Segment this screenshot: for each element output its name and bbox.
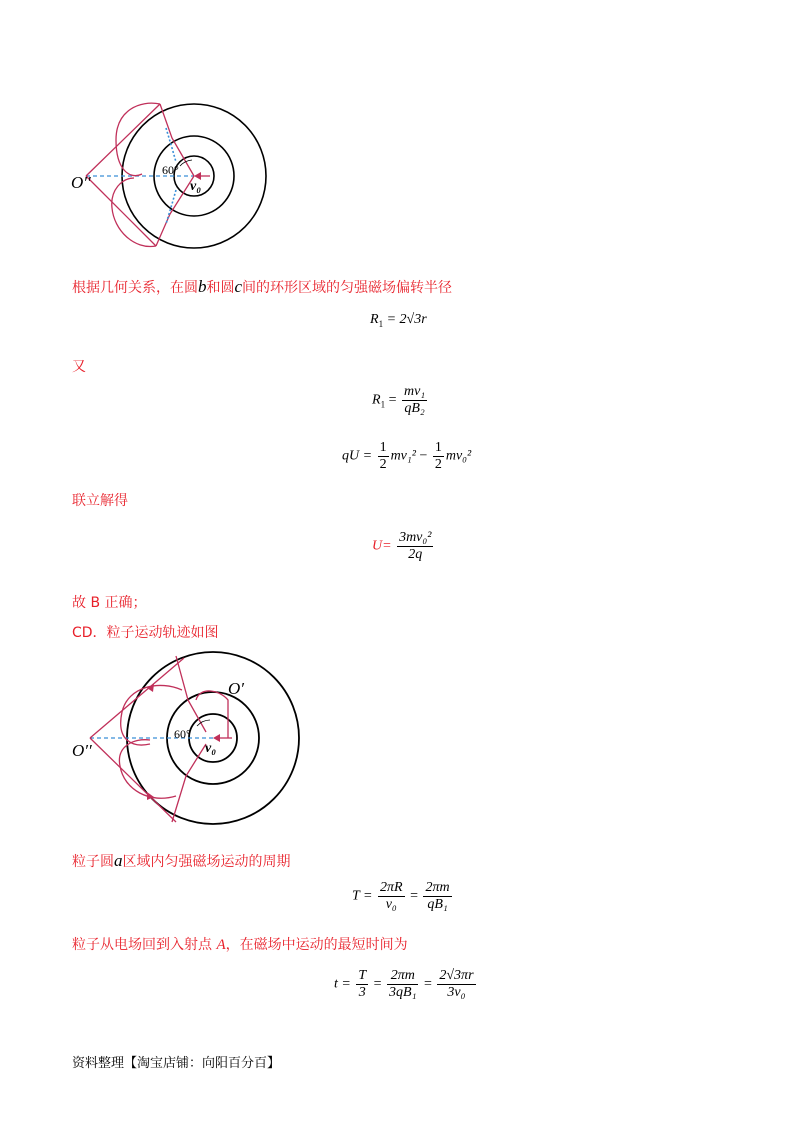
para-solve: 联立解得 (72, 493, 128, 509)
eq-r1-2-den: qB₂ (404, 401, 425, 416)
eq-t2-frac3 (437, 968, 475, 1001)
var-c: c (234, 277, 243, 296)
eq-t2-f2-num: 2πm (387, 968, 418, 985)
track-line-lower (86, 176, 156, 246)
eq-qu-minus: − (419, 448, 428, 464)
diagram-bottom (60, 648, 310, 833)
eq-t2-lhs: t = (334, 976, 351, 992)
eq-qu-t2-den: 2 (434, 457, 442, 472)
eq-t-f2-den: qB₁ (427, 897, 448, 912)
eq-t2-f3-den: 3v₀ (447, 985, 466, 1000)
eq-time (334, 968, 478, 1001)
eq-r1-2-lhs-sub: 1 (380, 399, 386, 410)
eq-r1-2-lhs: R (372, 392, 381, 408)
arc-lower (112, 178, 156, 247)
para-shortest-pre: 粒子从电场回到入射点 (72, 937, 217, 953)
label-o-prime: O′ (228, 679, 244, 698)
label-o-double-prime-2: O′′ (72, 741, 92, 760)
eq-t-equals: = (410, 888, 418, 904)
eq-t-f1-den: v₀ (385, 897, 397, 912)
track-line-lower-2 (90, 738, 176, 822)
para-also: 又 (72, 359, 86, 375)
eq-r1-2-num: mv₁ (403, 384, 426, 399)
label-angle: 60° (162, 163, 179, 177)
eq-qu-frac2 (433, 440, 444, 473)
eq-qu-t2-num: 1 (434, 440, 442, 455)
var-A: A (216, 937, 226, 953)
eq-r1-lhs: R (370, 312, 379, 327)
eq-t2-f1-num: T (358, 968, 367, 983)
eq-r1-radius (370, 312, 427, 329)
eq-t2-f3-num: 2√3πr (439, 968, 474, 983)
eq-t-f2-num: 2πm (425, 880, 450, 895)
para-geometry-pre: 根据几何关系，在圆 (72, 280, 198, 296)
eq-u-num: 3mv₀² (399, 530, 432, 545)
eq-qu-frac1 (378, 440, 389, 473)
eq-r1-ratio: $R_1$ = $\frac{\text{mv₁}}{\text{qB₂}}$ (372, 384, 426, 416)
para-cd: CD．粒子运动轨迹如图 (72, 625, 219, 641)
eq-t-frac2 (423, 880, 451, 913)
eq-t2-frac1 (356, 968, 368, 1001)
label-v0-2: v₀ (205, 741, 217, 756)
var-b: b (198, 277, 207, 296)
eq-r1-rhs: = 2√3r (386, 312, 427, 327)
eq-t2-f1-den: 3 (358, 985, 366, 1000)
diagram-top (60, 88, 290, 268)
eq-u-frac (397, 530, 433, 563)
para-geometry (72, 278, 452, 297)
eq-voltage (372, 530, 435, 563)
para-b-correct: 故 B 正确； (72, 595, 147, 611)
para-geometry-mid: 和圆 (206, 280, 235, 296)
eq-r1-2-frac (402, 384, 427, 417)
angle-arc-2 (197, 720, 210, 726)
eq-qu-t1-den: 2 (379, 457, 387, 472)
eq-t-lhs: T = (352, 888, 373, 904)
eq-t2-frac2 (387, 968, 418, 1001)
eq-qu-t1-tail: mv₁² (390, 448, 416, 464)
eq-t2-equals2: = (423, 976, 432, 992)
para-shortest-post: ，在磁场中运动的最短时间为 (225, 937, 408, 953)
eq-t2-f2-den: 3qB₁ (389, 985, 417, 1000)
eq-t-frac1 (378, 880, 405, 913)
eq-u-lhs: U= (372, 538, 392, 554)
para-geometry-post: 间的环形区域的匀强磁场偏转半径 (242, 280, 453, 296)
var-a: a (114, 851, 123, 870)
label-v0: v₀ (190, 179, 202, 194)
track-line-upper-2 (90, 658, 184, 738)
eq-period (352, 880, 454, 913)
para-shortest-time (72, 936, 408, 954)
eq-t-f1-num: 2πR (379, 880, 403, 895)
eq-qu-lhs: qU = (342, 448, 373, 464)
label-o-double-prime: O′′ (71, 173, 91, 192)
footer-source: 资料整理【淘宝店铺：向阳百分百】 (72, 1056, 281, 1071)
eq-u-den: 2q (408, 547, 423, 562)
para-period (72, 852, 291, 871)
label-angle-2: 60° (174, 727, 191, 741)
eq-energy (342, 440, 471, 473)
eq-qu-t1-num: 1 (379, 440, 387, 455)
para-period-post: 区域内匀强磁场运动的周期 (122, 854, 291, 870)
para-period-pre: 粒子圆 (72, 854, 114, 870)
eq-r1-lhs-sub: 1 (378, 318, 384, 329)
arrow-head-icon-3 (147, 684, 154, 692)
eq-t2-equals1: = (373, 976, 382, 992)
eq-qu-t2-tail: mv₀² (445, 448, 472, 464)
